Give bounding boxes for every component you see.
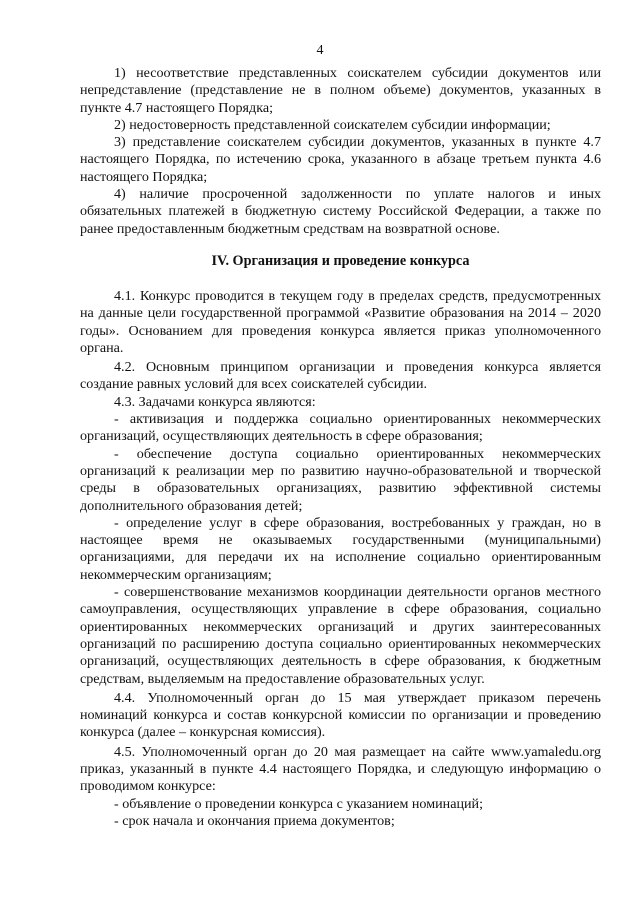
list-item: - объявление о проведении конкурса с указанием номинаций; [114, 795, 484, 812]
paragraph: 2) недостоверность представленной соискателем субсидии информации; [114, 116, 551, 133]
paragraph: 4.3. Задачами конкурса являются: [114, 393, 316, 410]
list-item: - обеспечение доступа социально ориентированных некоммерческих организаций к реализации мер по развитию научно-образовательной и творческой среды в образовательных организациях, развитию эффективной системы дополнительного образования детей; [80, 445, 601, 514]
paragraph: 4) наличие просроченной задолженности по уплате налогов и иных обязательных платежей в бюджетную систему Российской Федерации, а также по ранее предоставленным бюджетным средствам на возвратной основе. [80, 186, 601, 237]
document-body [80, 65, 601, 830]
paragraph: 3) представление соискателем субсидии документов, указанных в пункте 4.7 настоящего Порядка, по истечению срока, указанного в абзаце третьем пункта 4.6 настоящего Порядка; [80, 134, 601, 185]
list-item: - срок начала и окончания приема документов; [114, 812, 395, 829]
paragraph: 1) несоответствие представленных соискателем субсидии документов или непредставление (представление не в полном объеме) документов, указанных в пункте 4.7 настоящего Порядка; [80, 65, 601, 116]
paragraph: 4.2. Основным принципом организации и проведения конкурса является создание равных условий для всех соискателей субсидии. [80, 359, 601, 393]
section-heading: IV. Организация и проведение конкурса [211, 252, 470, 269]
list-item: - определение услуг в сфере образования, востребованных у граждан, но в настоящее время не оказываемых государственными (муниципальными) организациями, для передачи их на исполнение социально ориентированным некоммерческим организациям; [80, 514, 601, 583]
list-item: - активизация и поддержка социально ориентированных некоммерческих организаций, осуществляющих деятельность в сфере образования; [80, 411, 601, 445]
page-number: 4 [316, 43, 324, 58]
paragraph: 4.1. Конкурс проводится в текущем году в пределах средств, предусмотренных на данные цели государственной программой «Развитие образования на 2014 – 2020 годы». Основанием для проведения конкурса является приказ уполномоченного органа. [80, 287, 601, 356]
paragraph: 4.4. Уполномоченный орган до 15 мая утверждает приказом перечень номинаций конкурса и состав конкурсной комиссии по организации и проведению конкурса (далее – конкурсная комиссия). [80, 689, 601, 741]
paragraph: 4.5. Уполномоченный орган до 20 мая размещает на сайте www.yamaledu.org приказ, указанный в пункте 4.4 настоящего Порядка, и следующую информацию о проводимом конкурсе: [80, 743, 601, 795]
list-item: - совершенствование механизмов координации деятельности органов местного самоуправления, осуществляющих управление в сфере образования, социально ориентированных некоммерческих организаций и других заинтересованных организаций по расширению доступа социально ориентированных некоммерческих организаций, осуществляющих деятельность в сфере образования, к бюджетным средствам, выделяемым на предоставление образовательных услуг. [80, 584, 601, 687]
